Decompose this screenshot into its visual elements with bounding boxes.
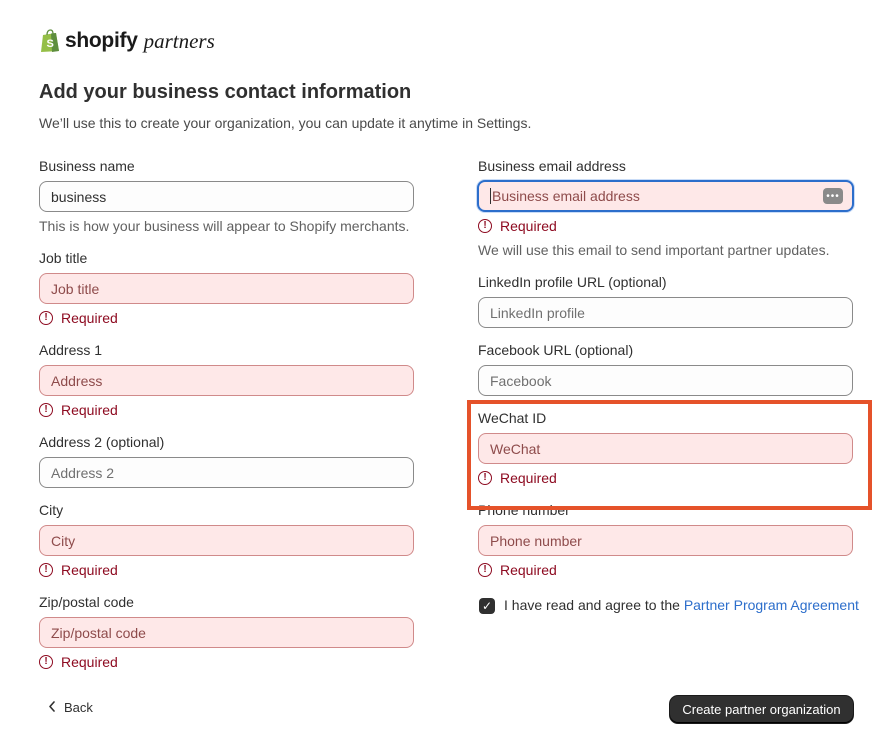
city-input[interactable] (39, 525, 414, 556)
page-subtitle: We’ll use this to create your organization, you can update it anytime in Settings. (39, 115, 532, 131)
address1-error (39, 402, 118, 418)
error-text: Required (61, 402, 118, 418)
error-text: Required (500, 562, 557, 578)
agreement-label: I have read and agree to the (504, 597, 680, 613)
facebook-input[interactable] (478, 365, 853, 396)
alert-circle-icon: ! (478, 219, 492, 233)
checkmark-icon: ✓ (481, 599, 493, 613)
annotation-highlight-box (467, 400, 872, 510)
email-help: We will use this email to send important partner updates. (478, 242, 830, 258)
phone-placeholder: Phone number (490, 532, 582, 549)
page-title: Add your business contact information (39, 81, 412, 103)
error-text: Required (61, 562, 118, 578)
chevron-left-icon (48, 700, 56, 715)
email-placeholder: Business email address (492, 188, 640, 204)
logo-wordmark: shopify (65, 29, 138, 52)
linkedin-input[interactable] (478, 297, 853, 328)
business-name-help: This is how your business will appear to Shopify merchants. (39, 218, 410, 234)
alert-circle-icon: ! (478, 471, 492, 485)
create-partner-organization-button[interactable]: Create partner organization (670, 696, 853, 723)
alert-circle-icon: ! (39, 563, 53, 577)
phone-label: Phone number (478, 502, 570, 518)
job-title-error (39, 310, 118, 326)
partner-program-agreement-link[interactable]: Partner Program Agreement (683, 597, 859, 613)
zip-label: Zip/postal code (39, 594, 134, 610)
wechat-placeholder: WeChat (490, 440, 541, 457)
job-title-label: Job title (39, 250, 88, 266)
address2-placeholder: Address 2 (51, 464, 115, 481)
business-name-value: business (51, 188, 107, 205)
shopify-partners-logo (39, 27, 215, 55)
error-text: Required (500, 218, 557, 234)
back-label: Back (64, 700, 93, 715)
logo-partners: partners (143, 28, 215, 53)
address1-input[interactable] (39, 365, 414, 396)
linkedin-placeholder: LinkedIn profile (490, 304, 585, 321)
address2-input[interactable] (39, 457, 414, 488)
error-text: Required (61, 310, 118, 326)
email-label: Business email address (478, 158, 626, 174)
linkedin-label: LinkedIn profile URL (optional) (478, 274, 667, 290)
phone-input[interactable] (478, 525, 853, 556)
back-button[interactable] (48, 700, 93, 715)
facebook-label: Facebook URL (optional) (478, 342, 634, 358)
alert-circle-icon: ! (39, 311, 53, 325)
business-name-label: Business name (39, 158, 135, 174)
address1-placeholder: Address (51, 372, 103, 389)
svg-text:S: S (46, 38, 54, 50)
address1-label: Address 1 (39, 342, 103, 358)
agreement-text (504, 597, 859, 613)
wechat-label: WeChat ID (478, 410, 547, 426)
address2-label: Address 2 (optional) (39, 434, 165, 450)
alert-circle-icon: ! (478, 563, 492, 577)
city-label: City (39, 502, 64, 518)
zip-error (39, 654, 118, 670)
alert-circle-icon: ! (39, 403, 53, 417)
job-title-input[interactable] (39, 273, 414, 304)
job-title-placeholder: Job title (51, 280, 100, 297)
business-name-input[interactable] (39, 181, 414, 212)
facebook-placeholder: Facebook (490, 372, 552, 389)
error-text: Required (500, 470, 557, 486)
shopify-bag-icon (39, 29, 61, 53)
error-text: Required (61, 654, 118, 670)
agreement-checkbox[interactable] (479, 598, 495, 614)
city-error (39, 562, 118, 578)
email-error (478, 218, 557, 234)
city-placeholder: City (51, 532, 76, 549)
password-manager-icon[interactable]: ••• (823, 188, 843, 204)
zip-placeholder: Zip/postal code (51, 624, 146, 641)
zip-input[interactable] (39, 617, 414, 648)
email-input[interactable] (477, 180, 854, 212)
phone-error (478, 562, 557, 578)
text-caret (490, 188, 491, 204)
alert-circle-icon: ! (39, 655, 53, 669)
